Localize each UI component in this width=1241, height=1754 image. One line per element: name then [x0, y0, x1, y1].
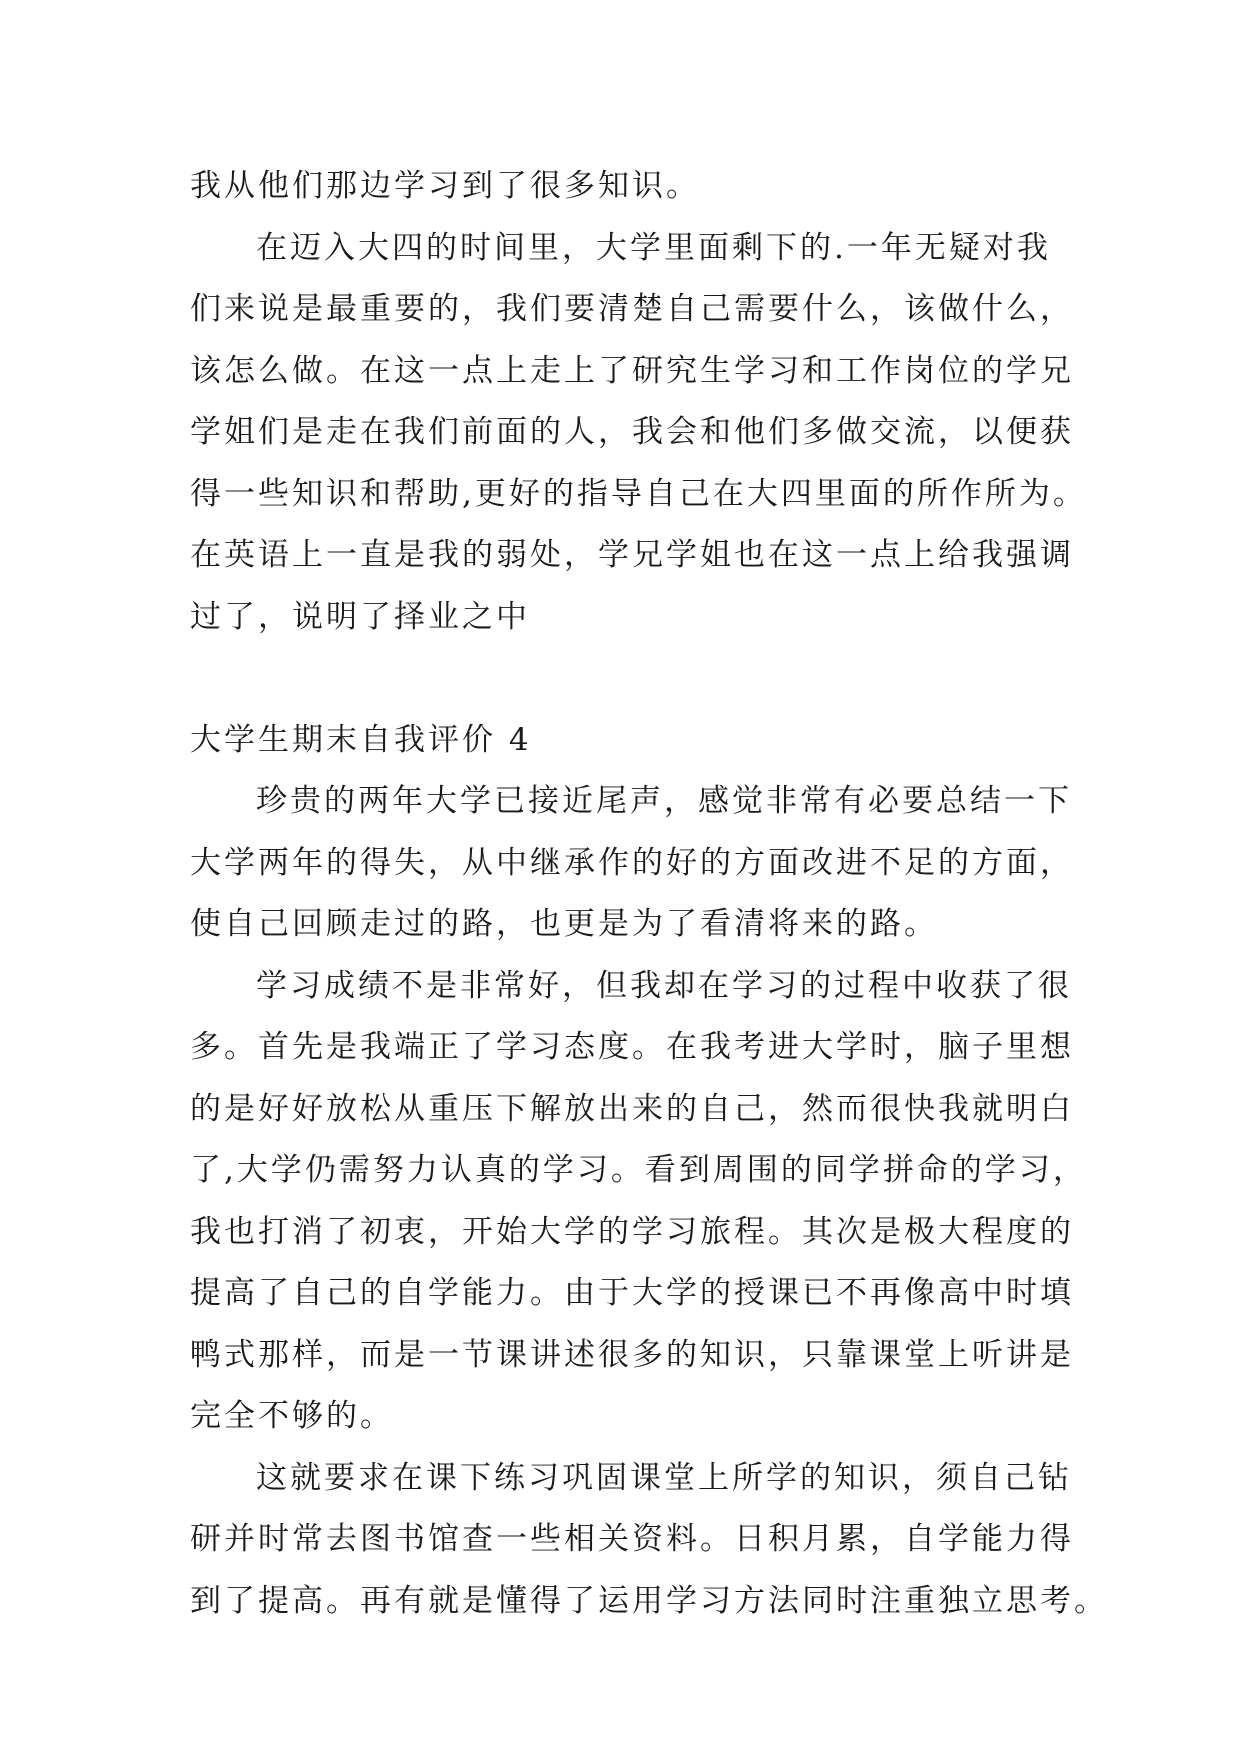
text-line: 提高了自己的自学能力。由于大学的授课已不再像高中时填	[190, 1275, 1074, 1311]
text-line: 学姐们是走在我们前面的人，我会和他们多做交流，以便获	[190, 414, 1074, 450]
text-line: 鸭式那样，而是一节课讲述很多的知识，只靠课堂上听讲是	[190, 1336, 1074, 1373]
paragraph-start-line: 这就要求在课下练习巩固课堂上所学的知识，须自己钻	[256, 1459, 1072, 1496]
text-line: 到了提高。再有就是懂得了运用学习方法同时注重独立思考。	[190, 1582, 1108, 1619]
text-line: 得一些知识和帮助,更好的指导自己在大四里面的所作所为。	[190, 475, 1087, 512]
text-line: 我从他们那边学习到了很多知识。	[190, 168, 700, 204]
paragraph-start-line: 学习成绩不是非常好，但我却在学习的过程中收获了很	[256, 967, 1072, 1004]
text-line: 过了，说明了择业之中	[190, 598, 530, 635]
paragraph-start-line: 在迈入大四的时间里，大学里面剩下的.一年无疑对我	[256, 229, 1051, 266]
text-line: 多。首先是我端正了学习态度。在我考进大学时，脑子里想	[190, 1029, 1074, 1065]
text-line: 该怎么做。在这一点上走上了研究生学习和工作岗位的学兄	[190, 352, 1074, 389]
text-line: 了,大学仍需努力认真的学习。看到周围的同学拼命的学习，	[190, 1152, 1087, 1188]
text-line: 大学两年的得失，从中继承作的好的方面改进不足的方面，	[190, 844, 1074, 881]
section-gap	[190, 648, 1070, 710]
text-line: 我也打消了初衷，开始大学的学习旅程。其次是极大程度的	[190, 1213, 1074, 1250]
text-line: 们来说是最重要的，我们要清楚自己需要什么，该做什么，	[190, 291, 1074, 327]
document-body	[190, 156, 1108, 1632]
text-line: 使自己回顾走过的路，也更是为了看清将来的路。	[190, 906, 938, 942]
text-line: 的是好好放松从重压下解放出来的自己，然而很快我就明白	[190, 1090, 1074, 1127]
section-heading: 大学生期末自我评价 4	[190, 721, 532, 758]
paragraph-start-line: 珍贵的两年大学已接近尾声，感觉非常有必要总结一下	[256, 783, 1072, 819]
text-line: 研并时常去图书馆查一些相关资料。日积月累，自学能力得	[190, 1521, 1074, 1557]
text-line: 在英语上一直是我的弱处，学兄学姐也在这一点上给我强调	[190, 537, 1074, 573]
text-line: 完全不够的。	[190, 1398, 394, 1434]
